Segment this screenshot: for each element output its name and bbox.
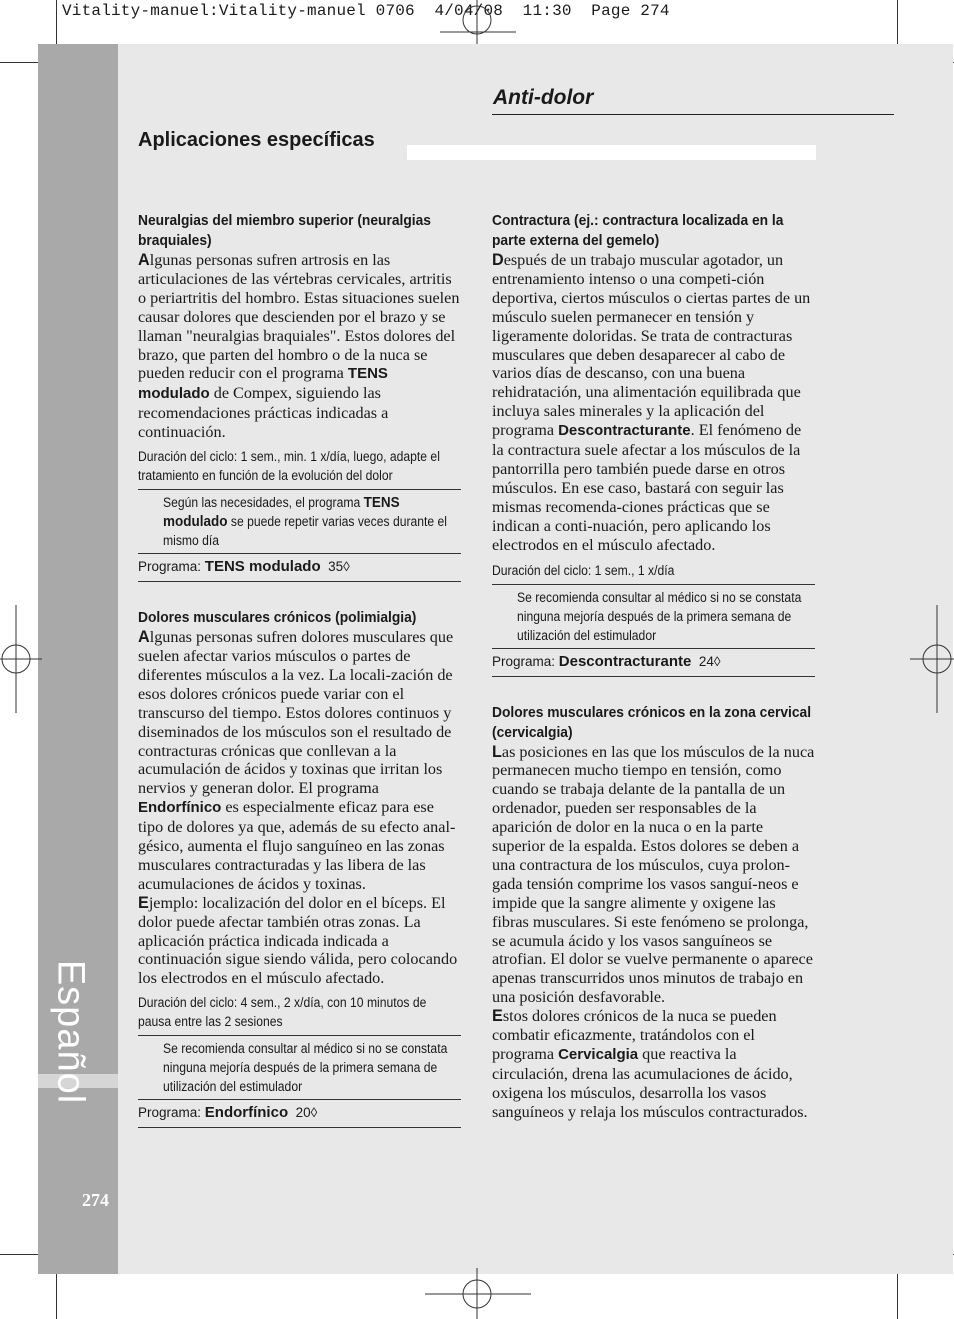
crop-mark <box>0 1254 42 1255</box>
drop-letter: D <box>492 251 504 269</box>
drop-letter: E <box>138 893 149 912</box>
registration-mark-left <box>0 605 42 713</box>
registration-mark-top <box>440 0 516 44</box>
recommendation-box <box>138 489 461 554</box>
heading-polimialgia: Dolores musculares crónicos (polimialgia) <box>138 609 417 627</box>
text: de Compex, siguiendo las recomendaciones prácticas indicadas a continuación. <box>138 384 389 442</box>
paragraph-polimialgia: Algunas personas sufren dolores musculares que suelen afectar varios músculos o partes de diferentes músculos a la vez. La locali-zación de esos dolores crónicos puede variar con el transcurso del tiempo. Estos dolores continuos y diseminados de los músculos son el resultado de contracturas crónicas que conllevan a la acumulación de ácidos y toxinas que irritan los nervios y generan dolor. El programa Endorfínico es especialmente eficaz para ese tipo de dolores ya que, además de su efecto anal-gésico, aumenta el flujo sanguíneo en las zonas musculares contracturadas y las libera de las acumulaciones de ácidos y toxinas. Ejemplo: localización del dolor en el bíceps. El dolor puede afectar también otras zonas. La aplicación práctica indicada indicada a continuación sigue siendo válida, pero colocando los electrodos en el músculo afectado. <box>138 628 458 988</box>
chapter-header: Anti-dolor <box>493 86 594 109</box>
note-text: Según las necesidades, el programa TENS modulado se puede repetir varias veces durante el mismo día <box>163 494 448 549</box>
text: lgunas personas sufren artrosis en las articulaciones de las vértebras cervicales, artritis o periartritis del hombro. Estas situaciones suelen causar dolores que descienden por el brazo y se llaman "neuralgias braquiales". Estos dolores del brazo, que parten del hombro o de la nuca se pueden reducir con el programa <box>138 251 460 383</box>
registration-mark-right <box>910 605 954 713</box>
program-label: Programa: <box>492 653 559 669</box>
page-number: 274 <box>82 1190 109 1210</box>
program-name: TENS modulado <box>204 558 321 576</box>
heading-cervicalgia: Dolores musculares crónicos en la zona cervical (cervicalgia) <box>492 703 812 741</box>
drop-letter: E <box>492 1007 503 1026</box>
left-column <box>138 211 461 1128</box>
recommendation-box <box>492 584 815 649</box>
program-label: Programa: <box>138 559 205 575</box>
crop-mark <box>56 1270 57 1319</box>
cycle-duration: Duración del ciclo: 1 sem., min. 1 x/día, luego, adapte el tratamiento en función de la evolución del dolor <box>138 449 440 484</box>
program-ref: Descontracturante <box>558 422 691 440</box>
section-title: Aplicaciones específicas <box>138 129 375 151</box>
cycle-duration: Duración del ciclo: 4 sem., 2 x/día, con 10 minutos de pausa entre las 2 sesiones <box>138 995 427 1030</box>
program-label: Programa: <box>138 1105 205 1121</box>
drop-letter: A <box>138 628 150 647</box>
program-code: 20◊ <box>295 1105 318 1121</box>
program-line <box>138 556 461 582</box>
program-code: 24◊ <box>698 653 721 669</box>
note-text: Se recomienda consultar al médico si no se constata ninguna mejoría después de la primera semana de utilización del estimulador <box>517 589 802 643</box>
drop-letter: A <box>138 251 150 269</box>
registration-mark-bottom <box>425 1268 531 1319</box>
program-line <box>138 1102 461 1128</box>
crop-mark <box>0 62 42 63</box>
cycle-duration: Duración del ciclo: 1 sem., 1 x/día <box>492 562 675 578</box>
program-name: Descontracturante <box>558 652 692 670</box>
header-rule <box>492 114 894 115</box>
paragraph-contractura: Después de un trabajo muscular agotador, un entrenamiento intenso o una competi-ción deportiva, ciertos músculos o ciertas partes de un músculo suelen permanecer en tensión y ligeramente doloridas. Se trata de contracturas musculares que deben desaparecer al cabo de varios días de descanso, con una buena rehidratación, una alimentación equilibrada que incluya sales minerales y la aplicación del programa Descontracturante. El fenómeno de la contractura suele afectar a los músculos de la pantorrilla pero también puede darse en otros músculos. En ese caso, bastará con seguir las mismas recomenda-ciones prácticas que se indican a conti-nuación, pero aplicando los electrodos en el músculo afectado. <box>492 251 811 554</box>
crop-mark <box>897 0 898 48</box>
crop-mark <box>56 0 57 48</box>
program-code: 35◊ <box>328 559 350 575</box>
crop-mark <box>897 1270 898 1319</box>
paragraph-cervicalgia: Las posiciones en las que los músculos de la nuca permanecen mucho tiempo en tensión, como cuando se trabaja delante de la pantalla de un ordenador, pueden ser responsables de la aparición de dolor en la nuca o en la parte superior de la espalda. Estos dolores se deben a una contractura de los músculos, cuya prolon-gada tensión comprime los vasos sanguí-neos e impide que la sangre alimente y oxigene las fibras musculares. Si este fenómeno se prolonga, se acumula ácido y los vasos sanguíneos se atrofian. El dolor se vuelve permanente o aparece apenas transcurridos unos minutos de trabajo en una posición desfavorable. Estos dolores crónicos de la nuca se pueden combatir eficazmente, tratándolos con el programa Cervicalgia que reactiva la circulación, drena las acumulaciones de ácido, oxigena los músculos, desarrolla los vasos sanguíneos y relaja los músculos contracturados. <box>492 742 815 1121</box>
program-ref: TENS modulado <box>138 365 388 403</box>
sidebar-language-label: Español <box>49 959 92 1105</box>
program-ref: Cervicalgia <box>558 1046 639 1063</box>
program-ref: Endorfínico <box>138 799 222 817</box>
heading-neuralgias: Neuralgias del miembro superior (neuralgias braquiales) <box>138 212 431 249</box>
drop-letter: L <box>492 742 502 761</box>
paragraph-neuralgias <box>138 251 461 442</box>
program-line <box>492 651 815 677</box>
right-column <box>492 211 815 1122</box>
print-slug: Vitality-manuel:Vitality-manuel 0706 4/04/08 11:30 Page 274 <box>62 2 670 20</box>
program-name: Endorfínico <box>204 1104 289 1122</box>
recommendation-box <box>138 1035 461 1100</box>
heading-contractura: Contractura (ej.: contractura localizada en la parte externa del gemelo) <box>492 212 784 249</box>
section-title-bar <box>407 145 816 160</box>
program-ref: TENS modulado <box>163 494 400 531</box>
note-text: Se recomienda consultar al médico si no se constata ninguna mejoría después de la primera semana de utilización del estimulador <box>163 1041 448 1095</box>
